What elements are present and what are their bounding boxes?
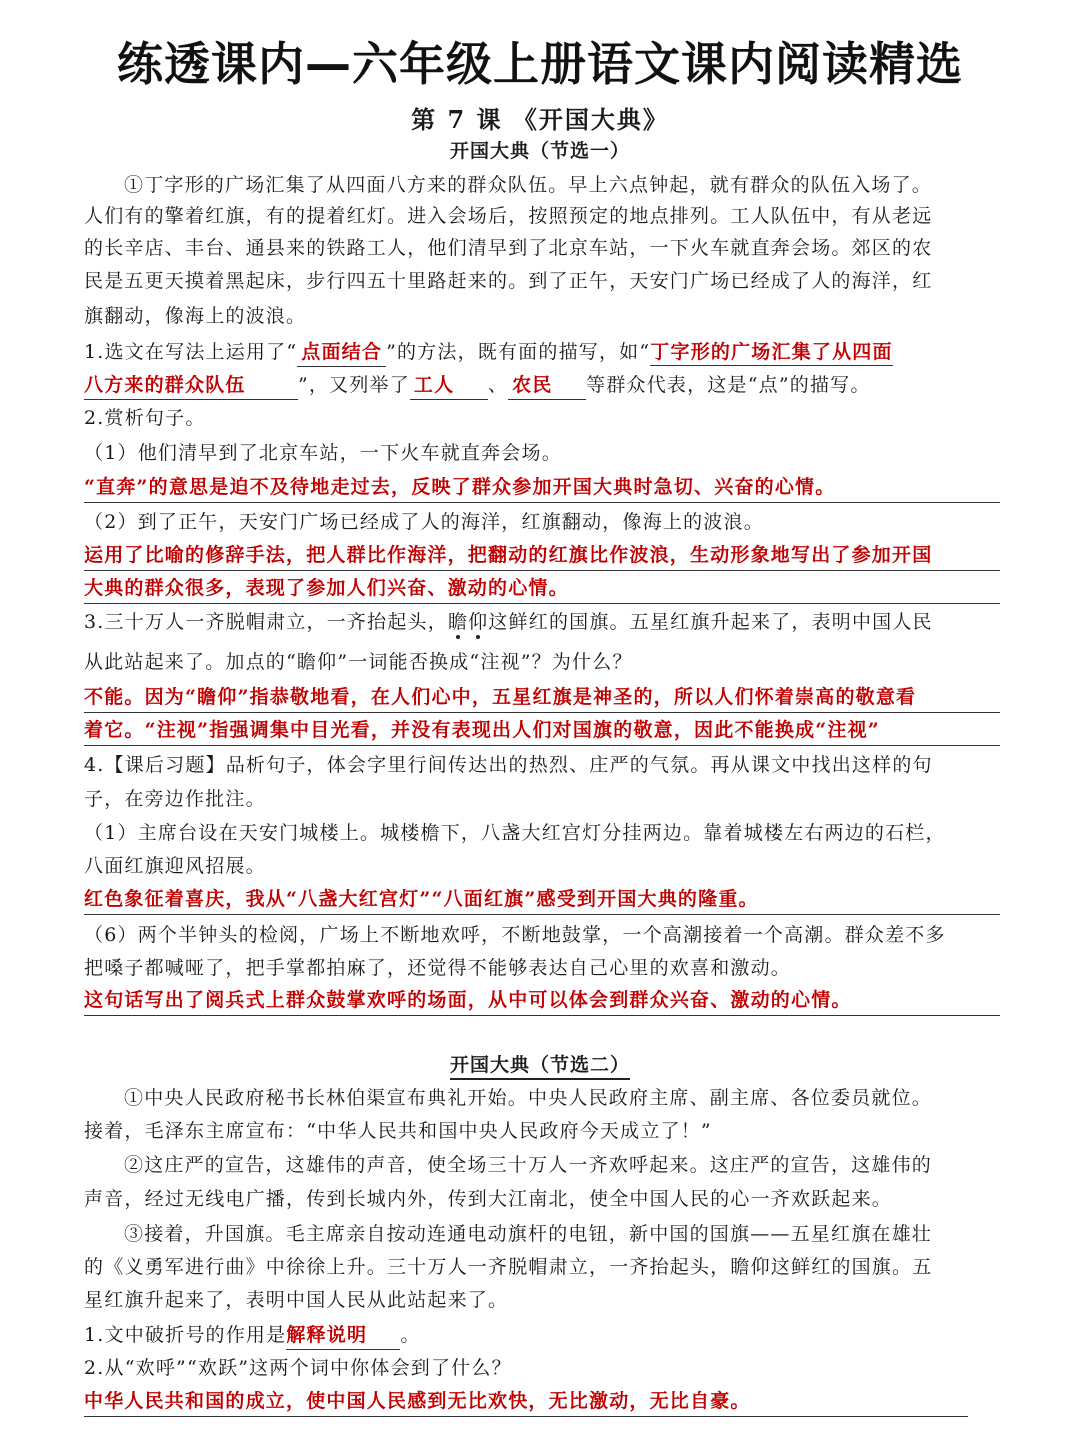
question-4-line-2: 子，在旁边作批注。 (84, 788, 266, 810)
question-4-answer-1: 红色象征着喜庆，我从“八盏大红宫灯”“八面红旗”感受到开国大典的隆重。 (84, 886, 1000, 915)
section-heading-1: 开国大典（节选一） (449, 140, 630, 162)
q1-text-a: 1.选文在写法上运用了“ (84, 341, 298, 363)
q1-text-c: ”，又列举了 (298, 374, 410, 396)
passage-line: 民是五更天摸着黑起床，步行四五十里路赶来的。到了正午，天安门广场已经成了人的海洋，红 (84, 270, 933, 292)
q3-text-b: 这鲜红的国旗。五星红旗升起来了，表明中国人民 (488, 611, 933, 633)
p2q1-answer-blank: 解释说明 (286, 1322, 400, 1350)
question-4-sentence-1-line-2: 八面红旗迎风招展。 (84, 855, 266, 877)
part2-question-1 (84, 1322, 1000, 1350)
question-4-sentence-6-line-1: （6）两个半钟头的检阅，广场上不断地欢呼，不断地鼓掌，一个高潮接着一个高潮。群众差不多 (84, 924, 946, 946)
lesson-title: 第 7 课 《开国大典》 (411, 105, 669, 134)
part2-question-2: 2.从“欢呼”“欢跃”这两个词中你体会到了什么？ (84, 1357, 512, 1379)
emphasis-dot-char: 仰 (468, 611, 489, 633)
q1-answer-blank-2a: 丁字形的广场汇集了从四面 (650, 339, 892, 366)
passage-line: ②这庄严的宣告，这雄伟的声音，使全场三十万人一齐欢呼起来。这庄严的宣告，这雄伟的 (124, 1154, 933, 1176)
p2q1-text-a: 1.文中破折号的作用是 (84, 1324, 287, 1346)
passage-line: 声音，经过无线电广播，传到长城内外，传到大江南北，使全中国人民的心一齐欢跃起来。 (84, 1188, 893, 1210)
passage-line: 人们有的擎着红旗，有的提着红灯。进入会场后，按照预定的地点排列。工人队伍中，有从老远 (84, 205, 933, 227)
question-2-answer-2-line-2: 大典的群众很多，表现了参加人们兴奋、激动的心情。 (84, 575, 1000, 604)
question-2-answer-1: “直奔”的意思是迫不及待地走过去，反映了群众参加开国大典时急切、兴奋的心情。 (84, 474, 1000, 503)
question-3-line-1 (84, 609, 1000, 635)
question-4-answer-6: 这句话写出了阅兵式上群众鼓掌欢呼的场面，从中可以体会到群众兴奋、激动的心情。 (84, 987, 1000, 1016)
q1-answer-blank-4: 农民 (508, 372, 586, 400)
question-2-answer-2-line-1: 运用了比喻的修辞手法，把人群比作海洋，把翻动的红旗比作波浪，生动形象地写出了参加开国 (84, 542, 1000, 571)
page-title: 练透课内—六年级上册语文课内阅读精选 (117, 37, 963, 91)
question-1-line-1 (84, 339, 1000, 367)
question-4-line-1: 4.【课后习题】品析句子，体会字里行间传达出的热烈、庄严的气氛。再从课文中找出这样的句 (84, 754, 933, 776)
q1-text-b: ”的方法，既有面的描写，如“ (386, 341, 651, 363)
question-4-sentence-6-line-2: 把嗓子都喊哑了，把手掌都拍麻了，还觉得不能够表达自己心里的欢喜和激动。 (84, 957, 792, 979)
section-heading-2 (0, 1050, 1080, 1077)
passage-line: 旗翻动，像海上的波浪。 (84, 305, 307, 327)
question-2-label: 2.赏析句子。 (84, 407, 206, 429)
question-3-line-2: 从此站起来了。加点的“瞻仰”一词能否换成“注视”？为什么？ (84, 651, 633, 673)
passage-line: 星红旗升起来了，表明中国人民从此站起来了。 (84, 1289, 509, 1311)
passage-line: 的《义勇军进行曲》中徐徐上升。三十万人一齐脱帽肃立，一齐抬起头，瞻仰这鲜红的国旗。五 (84, 1256, 933, 1278)
passage-line: ①中央人民政府秘书长林伯渠宣布典礼开始。中央人民政府主席、副主席、各位委员就位。 (124, 1087, 933, 1109)
passage-line: ①丁字形的广场汇集了从四面八方来的群众队伍。早上六点钟起，就有群众的队伍入场了。 (124, 174, 933, 196)
section-heading-2-text: 开国大典（节选二） (450, 1054, 630, 1080)
emphasis-dot-char: 瞻 (447, 611, 469, 633)
question-2-sentence-1: （1）他们清早到了北京车站，一下火车就直奔会场。 (84, 442, 562, 464)
question-4-sentence-1-line-1: （1）主席台设在天安门城楼上。城楼檐下，八盏大红宫灯分挂两边。靠着城楼左右两边的石栏， (84, 822, 946, 844)
q1-answer-blank-2b: 八方来的群众队伍 (84, 372, 298, 400)
passage-line: 的长辛店、丰台、通县来的铁路工人，他们清早到了北京车站，一下火车就直奔会场。郊区的农 (84, 237, 933, 259)
question-3-answer-line-1: 不能。因为“瞻仰”指恭敬地看，在人们心中，五星红旗是神圣的，所以人们怀着崇高的敬意看 (84, 684, 1000, 713)
question-3-answer-line-2: 着它。“注视”指强调集中目光看，并没有表现出人们对国旗的敬意，因此不能换成“注视” (84, 717, 1000, 746)
passage-line: ③接着，升国旗。毛主席亲自按动连通电动旗杆的电钮，新中国的国旗——五星红旗在雄壮 (124, 1223, 933, 1245)
question-2-sentence-2: （2）到了正午，天安门广场已经成了人的海洋，红旗翻动，像海上的波浪。 (84, 511, 764, 533)
q1-text-e: 等群众代表，这是“点”的描写。 (586, 374, 871, 396)
part2-question-2-answer: 中华人民共和国的成立，使中国人民感到无比欢快，无比激动，无比自豪。 (84, 1388, 968, 1417)
question-1-line-2 (84, 372, 1000, 400)
passage-line: 接着，毛泽东主席宣布：“中华人民共和国中央人民政府今天成立了！” (84, 1120, 712, 1142)
q1-answer-blank-1: 点面结合 (297, 339, 386, 367)
q3-text-a: 3.三十万人一齐脱帽肃立，一齐抬起头， (84, 611, 448, 633)
p2q1-text-b: 。 (400, 1324, 421, 1346)
q1-text-d: 、 (487, 374, 509, 396)
q1-answer-blank-3: 工人 (410, 372, 488, 400)
